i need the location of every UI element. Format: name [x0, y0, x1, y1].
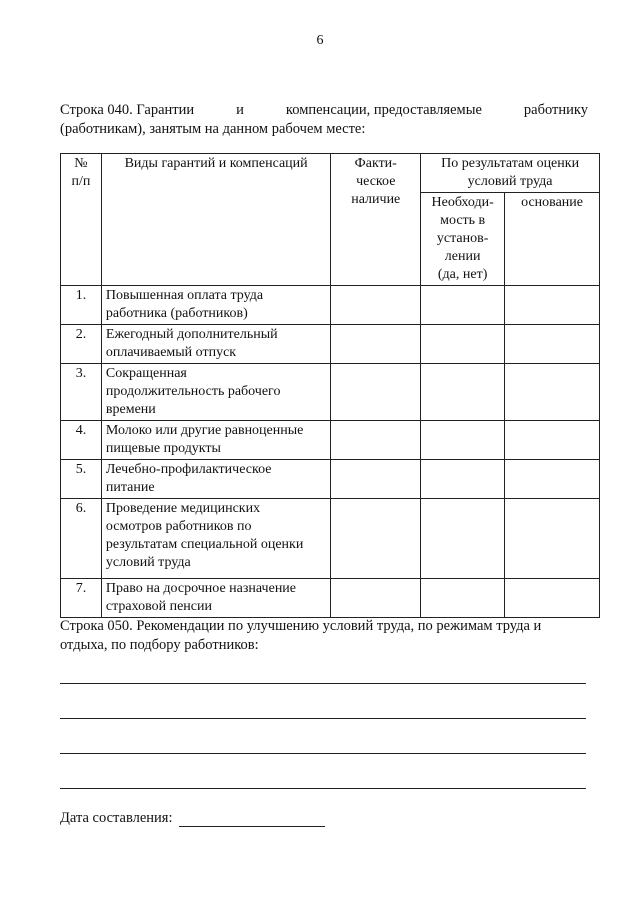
guarantee-name: Повышенная оплата труда работника (работников) — [101, 286, 330, 325]
actual-cell — [331, 579, 421, 618]
actual-cell — [331, 499, 421, 579]
row-040-heading — [60, 101, 588, 139]
row-040-word: работнику — [523, 102, 588, 118]
header-types: Виды гарантий и компенсаций — [101, 154, 330, 286]
row-050-heading — [60, 617, 588, 655]
page-number: 6 — [316, 33, 324, 48]
table-row — [61, 286, 600, 325]
necessity-cell — [421, 364, 505, 421]
guarantee-name: Молоко или другие равноценные пищевые продукты — [101, 421, 330, 460]
actual-cell — [331, 325, 421, 364]
row-050-line-2: отдыха, по подбору работников: — [60, 637, 259, 653]
table-row — [61, 421, 600, 460]
header-necessity: Необходи- мость в установ- лении (да, нет) — [421, 193, 505, 286]
necessity-cell — [421, 286, 505, 325]
basis-cell — [505, 364, 600, 421]
basis-cell — [505, 325, 600, 364]
guarantee-name: Лечебно-профилактическое питание — [101, 460, 330, 499]
guarantee-name: Сокращенная продолжительность рабочего времени — [101, 364, 330, 421]
row-number: 3. — [61, 364, 102, 421]
recommendation-line[interactable] — [60, 683, 586, 684]
necessity-cell — [421, 421, 505, 460]
basis-cell — [505, 421, 600, 460]
row-040-line-1 — [60, 101, 588, 120]
guarantee-name: Ежегодный дополнительный оплачиваемый отпуск — [101, 325, 330, 364]
header-basis: основание — [505, 193, 600, 286]
row-040-line-2: (работникам), занятым на данном рабочем месте: — [60, 121, 366, 137]
recommendation-line[interactable] — [60, 753, 586, 754]
necessity-cell — [421, 499, 505, 579]
row-number: 1. — [61, 286, 102, 325]
row-number: 7. — [61, 579, 102, 618]
basis-cell — [505, 579, 600, 618]
table-row — [61, 325, 600, 364]
table-row — [61, 579, 600, 618]
header-assessment: По результатам оценки условий труда — [421, 154, 600, 193]
row-050-line-1: Строка 050. Рекомендации по улучшению условий труда, по режимам труда и — [60, 618, 542, 634]
row-number: 6. — [61, 499, 102, 579]
necessity-cell — [421, 460, 505, 499]
necessity-cell — [421, 325, 505, 364]
recommendation-line[interactable] — [60, 718, 586, 719]
guarantees-table — [60, 153, 600, 618]
header-number: № п/п — [61, 154, 102, 286]
actual-cell — [331, 421, 421, 460]
row-040-word: компенсации, предоставляемые — [285, 102, 482, 118]
table-row — [61, 460, 600, 499]
date-label: Дата составления: — [60, 810, 173, 826]
table-row — [61, 364, 600, 421]
row-040-word: Строка 040. Гарантии — [60, 102, 195, 118]
guarantee-name: Проведение медицинских осмотров работников по результатам специальной оценки условий труда — [101, 499, 330, 579]
header-actual: Факти- ческое наличие — [331, 154, 421, 286]
row-040-word: и — [236, 102, 244, 118]
row-number: 4. — [61, 421, 102, 460]
actual-cell — [331, 460, 421, 499]
basis-cell — [505, 460, 600, 499]
date-blank-field[interactable] — [179, 812, 325, 827]
table-row — [61, 499, 600, 579]
recommendation-line[interactable] — [60, 788, 586, 789]
necessity-cell — [421, 579, 505, 618]
basis-cell — [505, 499, 600, 579]
basis-cell — [505, 286, 600, 325]
actual-cell — [331, 364, 421, 421]
actual-cell — [331, 286, 421, 325]
compilation-date — [60, 810, 325, 827]
row-number: 5. — [61, 460, 102, 499]
row-number: 2. — [61, 325, 102, 364]
guarantee-name: Право на досрочное назначение страховой пенсии — [101, 579, 330, 618]
